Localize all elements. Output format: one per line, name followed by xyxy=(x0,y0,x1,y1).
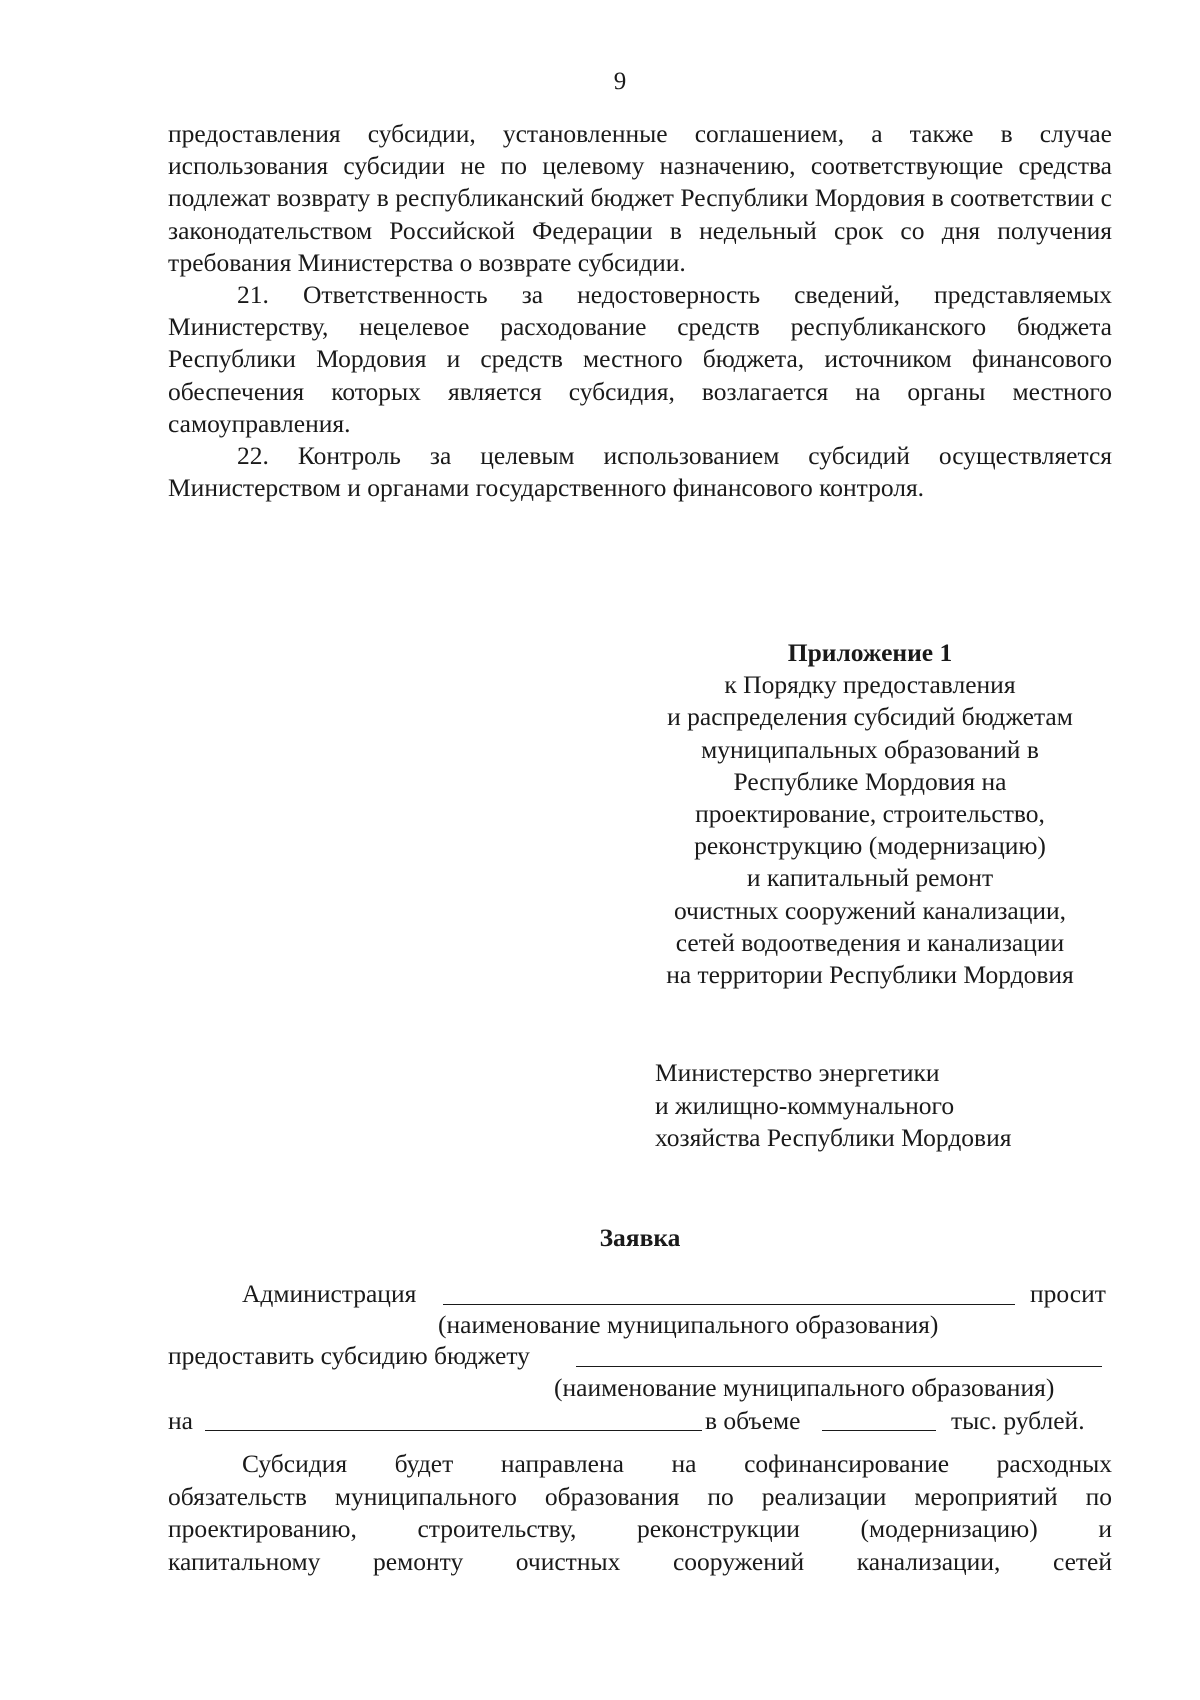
field-caption: (наименование муниципального образования) xyxy=(438,1310,939,1339)
paragraph-line: капитальному ремонту очистных сооружений канализации, сетей xyxy=(168,1546,1112,1576)
addressee-line: хозяйства Республики Мордовия xyxy=(655,1123,1012,1152)
form-title: Заявка xyxy=(599,1223,681,1252)
paragraph-line: обязательств муниципального образования по реализации мероприятий по xyxy=(168,1481,1112,1511)
appendix-line: и распределения субсидий бюджетам xyxy=(667,702,1073,732)
appendix-line: и капитальный ремонт xyxy=(746,863,994,893)
appendix-line: реконструкцию (модернизацию) xyxy=(694,831,1046,861)
appendix-line: сетей водоотведения и канализации xyxy=(675,927,1065,957)
municipality-name-field[interactable] xyxy=(443,1304,1015,1305)
body-text xyxy=(168,118,1112,504)
paragraph-22: 22. Контроль за целевым использованием субсидий осуществляется Министерством и органами государственного финансового контроля. xyxy=(168,441,1112,503)
on-label: на xyxy=(168,1406,193,1435)
addressee-block xyxy=(655,1057,1011,1155)
subsidy-paragraph xyxy=(168,1448,1112,1578)
purpose-field[interactable] xyxy=(205,1430,702,1431)
volume-label: в объеме xyxy=(705,1406,801,1435)
paragraph-21: 21. Ответственность за недостоверность сведений, представляемых Министерству, нецелевое расходование средств республиканского бюджета Республики Мордовия и средств местного бюджета, источником финансового обеспечения которых является субсидия, возлагается на органы местного самоуправления. xyxy=(168,280,1112,438)
appendix-line: муниципальных образований в xyxy=(701,734,1039,764)
paragraph-continuation: предоставления субсидии, установленные соглашением, а также в случае использования субсидии не по целевому назначению, соответствующие средства подлежат возврату в республиканский бюджет Республики Мордовия в соответствии с законодательством Российской Федерации в недельный срок со дня получения требования Министерства о возврате субсидии. xyxy=(168,119,1112,277)
appendix-line: очистных сооружений канализации, xyxy=(673,895,1067,925)
addressee-line: и жилищно-коммунального xyxy=(655,1090,955,1120)
admin-label: Администрация xyxy=(242,1279,417,1308)
paragraph-line: проектированию, строительству, реконструкции (модернизацию) и xyxy=(168,1514,1112,1543)
field-caption: (наименование муниципального образования) xyxy=(554,1373,1055,1402)
paragraph-line: Субсидия будет направлена на софинансирование расходных xyxy=(242,1449,1112,1478)
appendix-line: проектирование, строительство, xyxy=(695,799,1045,829)
appendix-line: к Порядку предоставления xyxy=(724,670,1016,700)
appendix-line: на территории Республики Мордовия xyxy=(666,960,1074,990)
appendix-heading: Приложение 1 xyxy=(787,638,953,667)
asks-label: просит xyxy=(1030,1279,1106,1308)
appendix-line: Республике Мордовия на xyxy=(733,766,1007,796)
provide-label: предоставить субсидию бюджету xyxy=(168,1341,530,1370)
addressee-line: Министерство энергетики xyxy=(655,1058,940,1087)
budget-municipality-field[interactable] xyxy=(576,1366,1102,1367)
appendix-block xyxy=(620,637,1120,991)
page-number: 9 xyxy=(613,68,627,95)
amount-field[interactable] xyxy=(822,1430,936,1431)
unit-label: тыс. рублей. xyxy=(951,1406,1085,1435)
